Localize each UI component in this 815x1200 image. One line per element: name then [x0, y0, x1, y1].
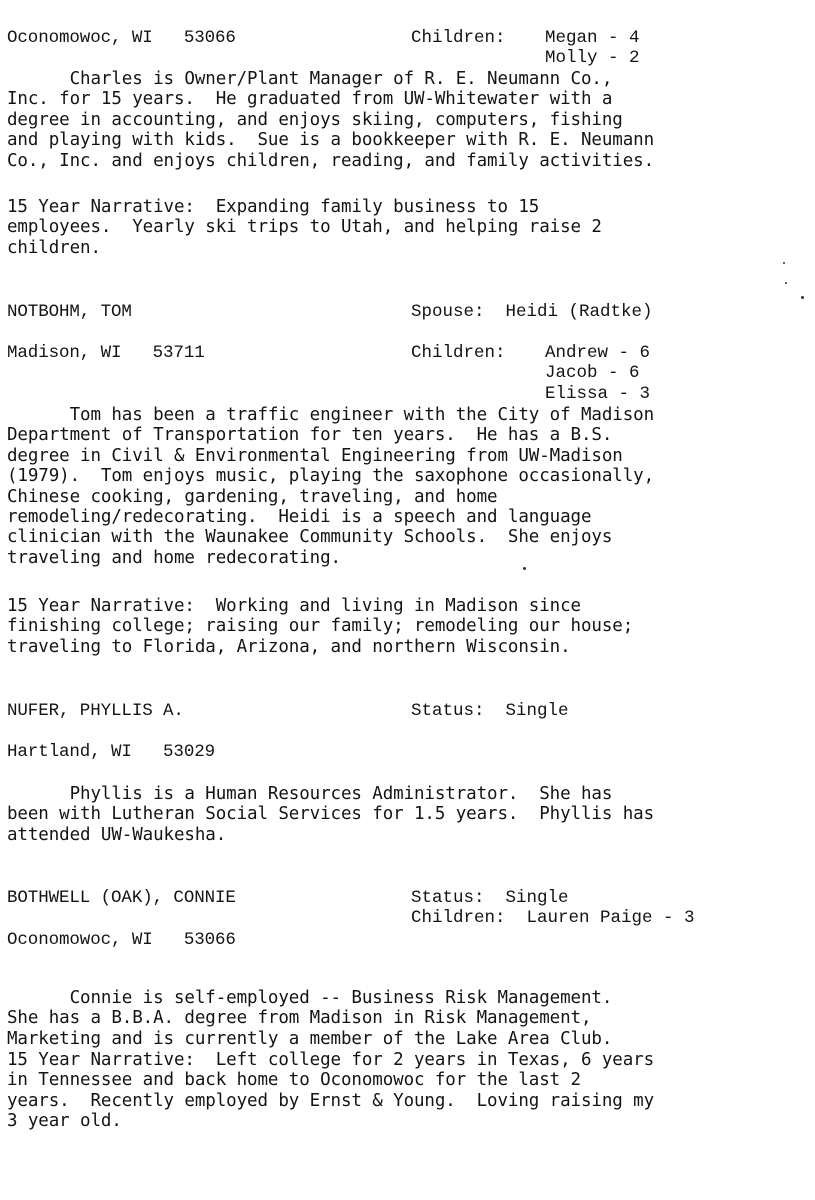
entry-bio: Connie is self-employed -- Business Risk Management. She has a B.B.A. degree from Madison in Risk Management, Marketing and is currently a member of the Lake Area Club.	[7, 988, 613, 1049]
status-line: Status: Single	[411, 701, 569, 721]
status-line: Status: Single	[411, 888, 569, 908]
children-label: Children:	[411, 343, 506, 363]
child-item: Megan - 4	[545, 28, 640, 48]
child-item: Andrew - 6	[545, 343, 651, 363]
entry-name: NOTBOHM, TOM	[7, 302, 132, 322]
entry-narrative: 15 Year Narrative: Left college for 2 years in Texas, 6 years in Tennessee and back home to Oconomowoc for the last 2 years. Recently employed by Ernst & Young. Loving raising my 3 year old.	[7, 1050, 655, 1132]
entry-narrative: 15 Year Narrative: Expanding family business to 15 employees. Yearly ski trips to Utah, and helping raise 2 children.	[7, 197, 602, 258]
scan-speck	[801, 296, 804, 299]
entry-address: Oconomowoc, WI 53066	[7, 28, 236, 48]
entry-bio: Tom has been a traffic engineer with the City of Madison Department of Transportation for ten years. He has a B.S. degree in Civil & Environmental Engineering from UW-Madison (1979). Tom enjoys music, playing the saxophone occasionally, Chinese cooking, gardening, traveling, and home remodeling/redecorating. Heidi is a speech and language clinician with the Waunakee Community Schools. She enjoys traveling and home redecorating.	[7, 405, 655, 568]
entry-bio: Charles is Owner/Plant Manager of R. E. Neumann Co., Inc. for 15 years. He graduated from UW-Whitewater with a degree in accounting, and enjoys skiing, computers, fishing and playing with kids. Sue is a bookkeeper with R. E. Neumann Co., Inc. and enjoys children, reading, and family activities.	[7, 69, 655, 171]
entry-address: Hartland, WI 53029	[7, 742, 216, 762]
scan-speck	[523, 567, 526, 570]
child-item: Molly - 2	[545, 48, 640, 68]
children-label: Children:	[411, 28, 506, 48]
spouse-line: Spouse: Heidi (Radtke)	[411, 302, 653, 322]
entry-address: Madison, WI 53711	[7, 343, 205, 363]
child-item: Elissa - 3	[545, 384, 651, 404]
scan-speck	[785, 282, 787, 284]
child-item: Jacob - 6	[545, 363, 640, 383]
entry-name: BOTHWELL (OAK), CONNIE	[7, 888, 236, 908]
entry-narrative: 15 Year Narrative: Working and living in Madison since finishing college; raising our family; remodeling our house; traveling to Florida, Arizona, and northern Wisconsin.	[7, 596, 634, 657]
entry-address: Oconomowoc, WI 53066	[7, 930, 236, 950]
scan-speck	[783, 262, 785, 264]
children-line: Children: Lauren Paige - 3	[411, 908, 695, 928]
entry-name: NUFER, PHYLLIS A.	[7, 701, 184, 721]
entry-bio: Phyllis is a Human Resources Administrator. She has been with Lutheran Social Services for 1.5 years. Phyllis has attended UW-Waukesha.	[7, 784, 655, 845]
